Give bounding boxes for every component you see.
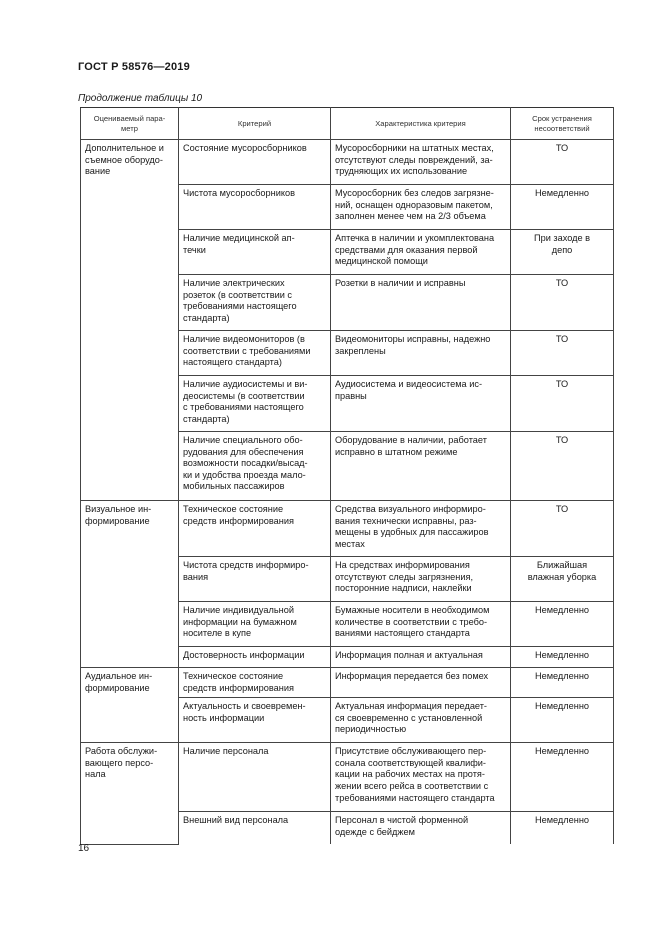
term-cell: ТО xyxy=(511,140,614,185)
criterion-cell: Чистота средств информиро- вания xyxy=(179,557,331,602)
header-criterion: Критерий xyxy=(179,108,331,140)
characteristic-cell: Персонал в чистой форменной одежде с бейджем xyxy=(331,812,511,845)
term-cell: ТО xyxy=(511,376,614,432)
characteristic-cell: На средствах информирования отсутствуют следы загрязнения, посторонние надписи, наклейки xyxy=(331,557,511,602)
parameter-cell: Аудиальное ин- формирование xyxy=(81,668,179,743)
term-cell: Немедленно xyxy=(511,743,614,812)
criterion-cell: Наличие персонала xyxy=(179,743,331,812)
term-cell: ТО xyxy=(511,275,614,331)
document-code: ГОСТ Р 58576—2019 xyxy=(78,61,190,73)
table-caption: Продолжение таблицы 10 xyxy=(78,93,203,104)
term-cell: Немедленно xyxy=(511,698,614,743)
term-cell: Немедленно xyxy=(511,602,614,647)
table-header-row xyxy=(81,108,614,140)
characteristic-cell: Средства визуального информиро- вания технически исправны, раз- мещены в удобных для пассажиров местах xyxy=(331,501,511,557)
parameter-cell: Визуальное ин- формирование xyxy=(81,501,179,668)
criterion-cell: Наличие специального обо- рудования для обеспечения возможности посадки/высад- ки и удобства проезда мало- мобильных пассажиров xyxy=(179,432,331,501)
term-cell: ТО xyxy=(511,331,614,376)
criterion-cell: Техническое состояние средств информирования xyxy=(179,668,331,698)
criterion-cell: Техническое состояние средств информирования xyxy=(179,501,331,557)
characteristic-cell: Аудиосистема и видеосистема ис- правны xyxy=(331,376,511,432)
header-characteristic: Характеристика критерия xyxy=(331,108,511,140)
table-row xyxy=(81,501,614,557)
term-cell: Немедленно xyxy=(511,812,614,845)
term-cell: ТО xyxy=(511,432,614,501)
characteristic-cell: Информация передается без помех xyxy=(331,668,511,698)
term-cell: Немедленно xyxy=(511,668,614,698)
characteristic-cell: Присутствие обслуживающего пер- сонала соответствующей квалифи- кации на рабочих местах на протя- жении всего рейса в соответствии с требованиями настоящего стандарта xyxy=(331,743,511,812)
criterion-cell: Наличие аудиосистемы и ви- деосистемы (в соответствии с требованиями настоящего стандарта) xyxy=(179,376,331,432)
criterion-cell: Чистота мусоросборников xyxy=(179,185,331,230)
characteristic-cell: Оборудование в наличии, работает исправно в штатном режиме xyxy=(331,432,511,501)
page-number: 16 xyxy=(78,843,90,854)
term-cell: Немедленно xyxy=(511,185,614,230)
characteristic-cell: Бумажные носители в необходимом количестве в соответствии с требо- ваниями настоящего стандарта xyxy=(331,602,511,647)
criterion-cell: Наличие медицинской ап- течки xyxy=(179,230,331,275)
criterion-cell: Наличие электрических розеток (в соответствии с требованиями настоящего стандарта) xyxy=(179,275,331,331)
parameter-cell: Дополнительное и съемное оборудо- вание xyxy=(81,140,179,501)
criterion-cell: Внешний вид персонала xyxy=(179,812,331,845)
criterion-cell: Состояние мусоросборников xyxy=(179,140,331,185)
characteristic-cell: Розетки в наличии и исправны xyxy=(331,275,511,331)
characteristic-cell: Видеомониторы исправны, надежно закреплены xyxy=(331,331,511,376)
characteristic-cell: Информация полная и актуальная xyxy=(331,647,511,668)
table-row xyxy=(81,140,614,185)
header-parameter: Оцениваемый пара- метр xyxy=(81,108,179,140)
table-row xyxy=(81,668,614,698)
parameter-cell: Работа обслужи- вающего персо- нала xyxy=(81,743,179,845)
header-term: Срок устранения несоответствий xyxy=(511,108,614,140)
characteristic-cell: Мусоросборники на штатных местах, отсутствуют следы повреждений, за- трудняющих их использование xyxy=(331,140,511,185)
term-cell: При заходе в депо xyxy=(511,230,614,275)
criterion-cell: Актуальность и своевремен- ность информации xyxy=(179,698,331,743)
term-cell: Немедленно xyxy=(511,647,614,668)
criterion-cell: Наличие видеомониторов (в соответствии с требованиями настоящего стандарта) xyxy=(179,331,331,376)
term-cell: Ближайшая влажная уборка xyxy=(511,557,614,602)
criteria-table xyxy=(80,107,614,845)
criterion-cell: Достоверность информации xyxy=(179,647,331,668)
criterion-cell: Наличие индивидуальной информации на бумажном носителе в купе xyxy=(179,602,331,647)
term-cell: ТО xyxy=(511,501,614,557)
characteristic-cell: Мусоросборник без следов загрязне- ний, оснащен одноразовым пакетом, заполнен менее чем на 2/3 объема xyxy=(331,185,511,230)
characteristic-cell: Аптечка в наличии и укомплектована средствами для оказания первой медицинской помощи xyxy=(331,230,511,275)
table-row xyxy=(81,743,614,812)
characteristic-cell: Актуальная информация передает- ся своевременно с установленной периодичностью xyxy=(331,698,511,743)
